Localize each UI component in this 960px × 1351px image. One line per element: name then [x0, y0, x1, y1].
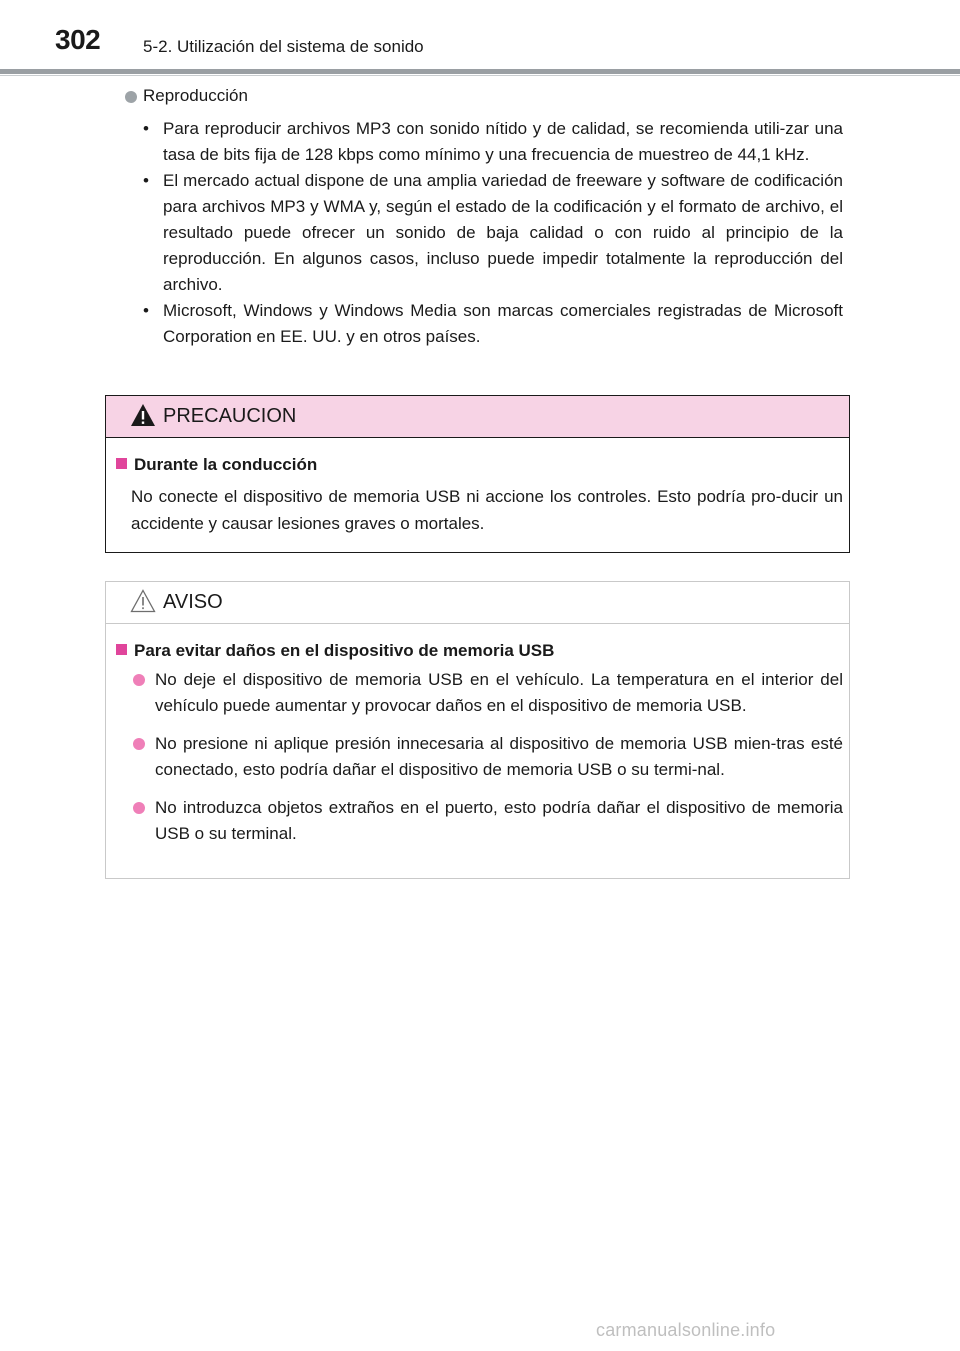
- pink-bullet-icon: [133, 802, 145, 814]
- gray-bullet-icon: [125, 91, 137, 103]
- bullet-item: • El mercado actual dispone de una amplia variedad de freeware y software de codificación para archivos MP3 y WMA y, según el estado de la codificación y el formato de archivo, el resultado puede ofrecer un sonido de baja calidad o con ruido al principio de la reproducción. En algunos casos, incluso puede impedir totalmente la reproducción del archivo.: [143, 168, 843, 298]
- caution-text: No conecte el dispositivo de memoria USB ni accione los controles. Esto podría pro-ducir un accidente y causar lesiones graves o mortales.: [131, 487, 843, 533]
- topic-heading: [123, 86, 248, 106]
- notice-triangle-icon: [130, 589, 156, 613]
- page-header: [0, 0, 960, 76]
- page-number: 302: [55, 24, 101, 55]
- pink-square-icon: [116, 458, 127, 469]
- list-item: [131, 731, 843, 783]
- caution-title: PRECAUCION: [163, 405, 297, 427]
- notice-title: AVISO: [163, 591, 223, 613]
- pink-bullet-icon: [133, 674, 145, 686]
- header-rule: [0, 69, 960, 74]
- watermark: carmanualsonline.info: [596, 1320, 776, 1340]
- notice-header: [106, 582, 849, 624]
- topic-bullet-list: [143, 116, 843, 350]
- notice-box: [105, 581, 850, 879]
- notice-subheading-text: Para evitar daños en el dispositivo de memoria USB: [134, 641, 555, 660]
- bullet-item: • Microsoft, Windows y Windows Media son marcas comerciales registradas de Microsoft Corporation en EE. UU. y en otros países.: [143, 298, 843, 350]
- bullet-item: • Para reproducir archivos MP3 con sonido nítido y de calidad, se recomienda utili-zar una tasa de bits fija de 128 kbps como mínimo y una frecuencia de muestreo de 44,1 kHz.: [143, 116, 843, 168]
- list-item-text: No deje el dispositivo de memoria USB en el vehículo. La temperatura en el interior del vehículo puede aumentar y provocar daños en el dispositivo de memoria USB.: [155, 670, 843, 715]
- section-title: 5-2. Utilización del sistema de sonido: [143, 37, 424, 56]
- caution-box: [105, 395, 850, 553]
- caution-subheading-text: Durante la conducción: [134, 455, 318, 474]
- pink-square-icon: [116, 644, 127, 655]
- caution-header: [106, 396, 849, 438]
- pink-bullet-icon: [133, 738, 145, 750]
- notice-item-list: [131, 667, 843, 859]
- header-rule-thin: [0, 75, 960, 76]
- list-item: [131, 795, 843, 847]
- list-item-text: No presione ni aplique presión innecesaria al dispositivo de memoria USB mien-tras esté conectado, esto podría dañar el dispositivo de memoria USB o su termi-nal.: [155, 734, 843, 779]
- caution-subheading: [116, 455, 317, 475]
- list-item-text: No introduzca objetos extraños en el puerto, esto podría dañar el dispositivo de memoria USB o su terminal.: [155, 798, 843, 843]
- list-item: [131, 667, 843, 719]
- topic-label: Reproducción: [143, 86, 248, 105]
- warning-triangle-icon: [130, 403, 156, 427]
- notice-subheading: [116, 641, 554, 661]
